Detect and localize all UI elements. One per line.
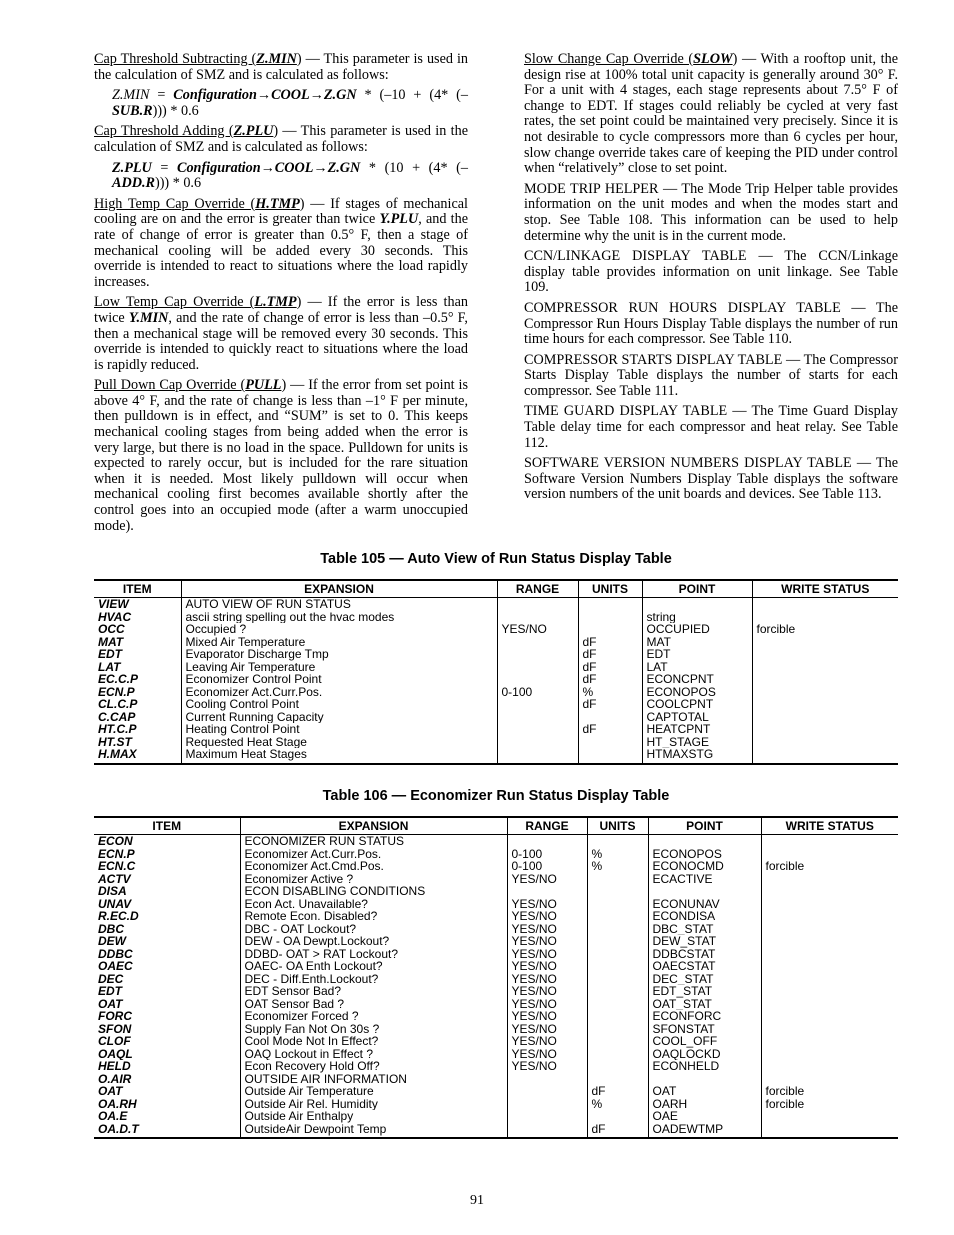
cell-point: ECACTIVE xyxy=(648,873,761,886)
cell-write-status xyxy=(761,935,898,948)
cell-write-status xyxy=(752,598,898,611)
cell-units: % xyxy=(587,860,648,873)
cell-units xyxy=(587,985,648,998)
table-row xyxy=(94,985,898,998)
cell-expansion: DEW - OA Dewpt.Lockout? xyxy=(240,935,507,948)
cell-units xyxy=(587,873,648,886)
cell-range: YES/NO xyxy=(507,910,587,923)
cell-item: H.MAX xyxy=(94,748,181,764)
cell-expansion: Outside Air Rel. Humidity xyxy=(240,1098,507,1111)
cell-expansion: ECON DISABLING CONDITIONS xyxy=(240,885,507,898)
table-row xyxy=(94,636,898,649)
cell-range: YES/NO xyxy=(507,873,587,886)
cell-point: ECONHELD xyxy=(648,1060,761,1073)
cell-write-status xyxy=(761,973,898,986)
header-write-status: WRITE STATUS xyxy=(752,580,898,598)
table-row xyxy=(94,923,898,936)
cell-write-status xyxy=(761,948,898,961)
cell-units xyxy=(587,885,648,898)
cell-units xyxy=(587,948,648,961)
cell-range: 0-100 xyxy=(507,848,587,861)
cell-point: ECONOCMD xyxy=(648,860,761,873)
cell-point: ECONCPNT xyxy=(642,673,752,686)
cell-range xyxy=(497,636,578,649)
table-row xyxy=(94,1060,898,1073)
cell-write-status xyxy=(761,898,898,911)
cell-range: YES/NO xyxy=(507,1023,587,1036)
header-write-status: WRITE STATUS xyxy=(761,817,898,835)
cell-item: UNAV xyxy=(98,897,132,910)
cell-item: HT.C.P xyxy=(98,723,137,736)
cell-range xyxy=(507,1085,587,1098)
cell-write-status: forcible xyxy=(761,860,898,873)
cell-write-status xyxy=(752,686,898,699)
cell-expansion: DBC - OAT Lockout? xyxy=(240,923,507,936)
header-expansion: EXPANSION xyxy=(181,580,497,598)
cell-point: LAT xyxy=(642,661,752,674)
cell-point: OAT xyxy=(648,1085,761,1098)
cell-range: YES/NO xyxy=(507,898,587,911)
table-row xyxy=(94,1098,898,1111)
cell-point: OCCUPIED xyxy=(642,623,752,636)
cell-item: OCC xyxy=(98,623,125,636)
cell-item: HELD xyxy=(98,1060,131,1073)
cell-expansion: Economizer Act.Curr.Pos. xyxy=(240,848,507,861)
cell-write-status xyxy=(761,885,898,898)
paragraph-time-guard: TIME GUARD DISPLAY TABLE — The Time Guard Display Table delay time for each compressor and heat relay. See Table 112. xyxy=(524,403,898,451)
table-row xyxy=(94,1110,898,1123)
cell-range xyxy=(497,736,578,749)
cell-point xyxy=(642,598,752,611)
cell-point: SFONSTAT xyxy=(648,1023,761,1036)
cell-range: YES/NO xyxy=(507,985,587,998)
cell-write-status xyxy=(761,1060,898,1073)
cell-range xyxy=(497,698,578,711)
cell-units xyxy=(587,1035,648,1048)
table-row xyxy=(94,611,898,624)
formula-z-plu: Z.PLU = Configuration→COOL→Z.GN * (10 + (4* (–ADD.R))) * 0.6 xyxy=(112,159,468,192)
page-number: 91 xyxy=(470,1193,484,1208)
cell-point: DEC_STAT xyxy=(648,973,761,986)
cell-point: OADEWTMP xyxy=(648,1123,761,1139)
cell-write-status xyxy=(761,1110,898,1123)
cell-range xyxy=(507,1110,587,1123)
cell-point xyxy=(648,1073,761,1086)
header-range: RANGE xyxy=(507,817,587,835)
formula-z-min: Z.MIN = Configuration→COOL→Z.GN * (–10 + (4* (–SUB.R))) * 0.6 xyxy=(112,87,468,119)
header-item: ITEM xyxy=(94,580,181,598)
header-point: POINT xyxy=(642,580,752,598)
table-row xyxy=(94,661,898,674)
cell-expansion: Cool Mode Not In Effect? xyxy=(240,1035,507,1048)
cell-write-status xyxy=(752,698,898,711)
cell-point xyxy=(648,835,761,848)
header-point: POINT xyxy=(648,817,761,835)
paragraph-cap-threshold-adding: Cap Threshold Adding (Z.PLU) — This parameter is used in the calculation of SMZ and is calculated as follows: xyxy=(94,123,468,155)
table-row xyxy=(94,948,898,961)
cell-units: dF xyxy=(578,723,642,736)
table-header-row xyxy=(94,580,898,598)
cell-write-status xyxy=(752,673,898,686)
cell-expansion: Occupied ? xyxy=(181,623,497,636)
table-row xyxy=(94,1048,898,1061)
cell-range xyxy=(507,885,587,898)
cell-expansion: Cooling Control Point xyxy=(181,698,497,711)
table-row xyxy=(94,598,898,611)
cell-expansion: Econ Act. Unavailable? xyxy=(240,898,507,911)
cell-item: MAT xyxy=(98,635,124,648)
cell-range xyxy=(497,723,578,736)
header-item: ITEM xyxy=(94,817,240,835)
table-row xyxy=(94,623,898,636)
table-row xyxy=(94,873,898,886)
cell-point: EDT_STAT xyxy=(648,985,761,998)
cell-units xyxy=(587,935,648,948)
cell-point: ECONUNAV xyxy=(648,898,761,911)
cell-units xyxy=(587,910,648,923)
cell-write-status xyxy=(752,661,898,674)
paragraph-ccn-linkage: CCN/LINKAGE DISPLAY TABLE — The CCN/Linkage display table provides information on unit linkage. See Table 109. xyxy=(524,248,898,296)
cell-item: OAEC xyxy=(98,960,133,973)
cell-units: dF xyxy=(578,698,642,711)
cell-point: HEATCPNT xyxy=(642,723,752,736)
cell-range: YES/NO xyxy=(507,960,587,973)
cell-units xyxy=(587,1110,648,1123)
cell-units: % xyxy=(578,686,642,699)
right-column xyxy=(524,52,898,508)
cell-write-status xyxy=(761,1010,898,1023)
cell-item: OA.RH xyxy=(98,1097,137,1110)
header-units: UNITS xyxy=(578,580,642,598)
cell-item: ECN.C xyxy=(98,860,136,873)
cell-range: YES/NO xyxy=(497,623,578,636)
cell-item: HT.ST xyxy=(98,735,132,748)
cell-range: YES/NO xyxy=(507,1035,587,1048)
cell-write-status xyxy=(761,998,898,1011)
cell-write-status xyxy=(761,835,898,848)
cell-expansion: Requested Heat Stage xyxy=(181,736,497,749)
cell-range: YES/NO xyxy=(507,1048,587,1061)
cell-expansion: Mixed Air Temperature xyxy=(181,636,497,649)
table-row xyxy=(94,848,898,861)
cell-point: MAT xyxy=(642,636,752,649)
paragraph-compressor-starts: COMPRESSOR STARTS DISPLAY TABLE — The Compressor Starts Display Table displays the number of starts for each compressor. See Table 111. xyxy=(524,351,898,399)
cell-units: dF xyxy=(578,636,642,649)
cell-expansion: Heating Control Point xyxy=(181,723,497,736)
cell-expansion: DEC - Diff.Enth.Lockout? xyxy=(240,973,507,986)
table-row xyxy=(94,698,898,711)
cell-item: FORC xyxy=(98,1010,132,1023)
cell-units xyxy=(578,611,642,624)
cell-expansion: OAT Sensor Bad ? xyxy=(240,998,507,1011)
cell-point: COOLCPNT xyxy=(642,698,752,711)
table-row xyxy=(94,1085,898,1098)
paragraph-compressor-run-hours: COMPRESSOR RUN HOURS DISPLAY TABLE — The Compressor Run Hours Display Table displays the number of run time hours for each compressor. See Table 110. xyxy=(524,299,898,348)
cell-write-status xyxy=(752,736,898,749)
table-row xyxy=(94,935,898,948)
cell-item: ECN.P xyxy=(98,847,135,860)
table-row xyxy=(94,973,898,986)
cell-range xyxy=(497,673,578,686)
cell-units xyxy=(578,736,642,749)
cell-item: DBC xyxy=(98,922,124,935)
cell-write-status xyxy=(752,636,898,649)
cell-units: dF xyxy=(587,1085,648,1098)
paragraph-pull-down-cap-override: Pull Down Cap Override (PULL) — If the error from set point is above 4° F, and the rate of change is less than –1° F per minute, then pulldown is in effect, and “SUM” is set to 0. This keeps mechanical cooling stages from being added when the error is very large, but there is no load in the space. Pulldown for units is expected to rarely occur, but is included for the rare situation when it is needed. Most likely pulldown will occur when mechanical cooling first becomes available shortly after the control goes into an occupied mode (after a warm unoccupied mode). xyxy=(94,377,468,534)
cell-item: ACTV xyxy=(98,872,131,885)
table-row xyxy=(94,898,898,911)
cell-write-status xyxy=(761,910,898,923)
cell-expansion: Economizer Control Point xyxy=(181,673,497,686)
cell-point: DBC_STAT xyxy=(648,923,761,936)
cell-units: dF xyxy=(578,648,642,661)
cell-expansion: Supply Fan Not On 30s ? xyxy=(240,1023,507,1036)
cell-units xyxy=(587,960,648,973)
cell-units: dF xyxy=(578,673,642,686)
cell-expansion: Remote Econ. Disabled? xyxy=(240,910,507,923)
table-105-title: Table 105 — Auto View of Run Status Display Table xyxy=(320,551,672,567)
cell-range: YES/NO xyxy=(507,973,587,986)
cell-expansion: Maximum Heat Stages xyxy=(181,748,497,764)
table-row xyxy=(94,673,898,686)
table-row xyxy=(94,723,898,736)
cell-units xyxy=(587,998,648,1011)
cell-units xyxy=(587,1073,648,1086)
cell-point: CAPTOTAL xyxy=(642,711,752,724)
cell-expansion: Outside Air Temperature xyxy=(240,1085,507,1098)
cell-range: YES/NO xyxy=(507,998,587,1011)
table-106 xyxy=(94,816,898,1139)
cell-item: R.EC.D xyxy=(98,910,139,923)
table-row xyxy=(94,860,898,873)
cell-point: string xyxy=(642,611,752,624)
cell-write-status xyxy=(752,748,898,764)
cell-expansion: DDBD- OAT > RAT Lockout? xyxy=(240,948,507,961)
table-row xyxy=(94,736,898,749)
cell-write-status xyxy=(761,1073,898,1086)
table-row xyxy=(94,885,898,898)
cell-point: OAECSTAT xyxy=(648,960,761,973)
cell-units xyxy=(587,1023,648,1036)
cell-item: VIEW xyxy=(98,597,129,611)
table-106-title: Table 106 — Economizer Run Status Display Table xyxy=(322,788,670,804)
cell-expansion: Evaporator Discharge Tmp xyxy=(181,648,497,661)
cell-expansion: Economizer Act.Curr.Pos. xyxy=(181,686,497,699)
cell-expansion: EDT Sensor Bad? xyxy=(240,985,507,998)
cell-point: OARH xyxy=(648,1098,761,1111)
table-row xyxy=(94,960,898,973)
cell-item: EDT xyxy=(98,985,122,998)
cell-range: YES/NO xyxy=(507,948,587,961)
cell-item: ECON xyxy=(98,834,133,848)
cell-point: EDT xyxy=(642,648,752,661)
cell-units xyxy=(578,623,642,636)
cell-units: % xyxy=(587,1098,648,1111)
cell-item: DEW xyxy=(98,935,126,948)
cell-point: OAQLOCKD xyxy=(648,1048,761,1061)
paragraph-mode-trip-helper: MODE TRIP HELPER — The Mode Trip Helper table provides information on the unit modes and when the modes start and stop. See Table 108. This information can be used to help determine why the unit is in the current mode. xyxy=(524,180,898,244)
cell-units xyxy=(587,835,648,848)
cell-range xyxy=(497,748,578,764)
cell-expansion: OUTSIDE AIR INFORMATION xyxy=(240,1073,507,1086)
table-row xyxy=(94,1123,898,1139)
cell-write-status xyxy=(752,611,898,624)
cell-write-status xyxy=(761,1035,898,1048)
cell-range xyxy=(497,611,578,624)
table-row xyxy=(94,648,898,661)
cell-range: 0-100 xyxy=(507,860,587,873)
table-row xyxy=(94,1010,898,1023)
cell-item: OA.D.T xyxy=(94,1123,240,1139)
cell-units xyxy=(578,748,642,764)
cell-point: HTMAXSTG xyxy=(642,748,752,764)
header-range: RANGE xyxy=(497,580,578,598)
cell-expansion: OAEC- OA Enth Lockout? xyxy=(240,960,507,973)
cell-expansion: ECONOMIZER RUN STATUS xyxy=(240,835,507,848)
cell-item: CLOF xyxy=(98,1035,131,1048)
cell-units: % xyxy=(587,848,648,861)
cell-expansion: OAQ Lockout in Effect ? xyxy=(240,1048,507,1061)
cell-expansion: Economizer Active ? xyxy=(240,873,507,886)
cell-item: LAT xyxy=(98,660,121,673)
table-row xyxy=(94,835,898,848)
cell-item: DISA xyxy=(98,885,127,898)
cell-units xyxy=(587,1060,648,1073)
cell-item: EC.C.P xyxy=(98,673,139,686)
cell-item: EDT xyxy=(98,648,122,661)
cell-range xyxy=(497,711,578,724)
table-row xyxy=(94,910,898,923)
cell-item: DDBC xyxy=(98,947,133,960)
table-row xyxy=(94,1023,898,1036)
cell-write-status xyxy=(752,711,898,724)
cell-expansion: ascii string spelling out the hvac modes xyxy=(181,611,497,624)
cell-expansion: Economizer Forced ? xyxy=(240,1010,507,1023)
cell-write-status xyxy=(752,723,898,736)
cell-item: CL.C.P xyxy=(98,698,138,711)
cell-units: dF xyxy=(578,661,642,674)
cell-write-status xyxy=(761,848,898,861)
cell-point: ECONOPOS xyxy=(648,848,761,861)
cell-range xyxy=(507,835,587,848)
cell-units xyxy=(587,898,648,911)
cell-point: ECONOPOS xyxy=(642,686,752,699)
paragraph-cap-threshold-subtracting: Cap Threshold Subtracting (Z.MIN) — This parameter is used in the calculation of SMZ and is calculated as follows: xyxy=(94,51,469,83)
paragraph-high-temp-cap-override: High Temp Cap Override (H.TMP) — If stages of mechanical cooling are on and the error is greater than twice Y.PLU, and the rate of change of error is greater than 0.5° F, then a stage of mechanical cooling will be added every 30 seconds. This override is intended to react to situations where the load rapidly increases. xyxy=(94,195,469,290)
cell-item: ECN.P xyxy=(98,685,135,698)
cell-units xyxy=(587,923,648,936)
paragraph-low-temp-cap-override: Low Temp Cap Override (L.TMP) — If the error is less than twice Y.MIN, and the rate of change of error is less than –0.5° F, then a mechanical stage will be removed every 30 seconds. This override is intended to quickly react to situations where the load is rapidly reduced. xyxy=(94,294,468,373)
cell-item: C.CAP xyxy=(98,710,136,723)
cell-expansion: Leaving Air Temperature xyxy=(181,661,497,674)
cell-units xyxy=(578,711,642,724)
table-row xyxy=(94,748,898,764)
cell-expansion: Outside Air Enthalpy xyxy=(240,1110,507,1123)
table-row xyxy=(94,1035,898,1048)
table-row xyxy=(94,1073,898,1086)
cell-range: YES/NO xyxy=(507,935,587,948)
cell-units xyxy=(578,598,642,611)
cell-item: OAQL xyxy=(98,1047,133,1060)
table-row xyxy=(94,711,898,724)
cell-item: O.AIR xyxy=(98,1072,132,1085)
cell-point: COOL_OFF xyxy=(648,1035,761,1048)
paragraph-slow-change-cap-override: Slow Change Cap Override (SLOW) — With a rooftop unit, the design rise at 100% total unit capacity is generally around 30° F. For a unit with 4 stages, each stage represents about 7.5° F of change to EDT. If stages could reliably be cycled at very fast rates, the set point could be maintained very precisely. Since it is not desirable to cycle compressors more than 6 cycles per hour, slow change override takes care of keeping the PID under control when “relatively” close to set point. xyxy=(524,51,899,177)
cell-units: dF xyxy=(587,1123,648,1139)
cell-write-status xyxy=(761,1023,898,1036)
cell-range xyxy=(507,1073,587,1086)
cell-item: OA.E xyxy=(98,1110,128,1123)
paragraph-software-version: SOFTWARE VERSION NUMBERS DISPLAY TABLE — The Software Version Numbers Display Table displays the software version numbers of the unit boards and devices. See Table 113. xyxy=(524,455,898,503)
cell-range: YES/NO xyxy=(507,1060,587,1073)
cell-range xyxy=(497,648,578,661)
left-column xyxy=(94,52,468,539)
cell-item: DEC xyxy=(98,972,124,985)
cell-item: OAT xyxy=(98,1085,123,1098)
cell-point: DEW_STAT xyxy=(648,935,761,948)
cell-range: 0-100 xyxy=(497,686,578,699)
cell-item: HVAC xyxy=(98,610,132,623)
cell-write-status xyxy=(761,985,898,998)
header-units: UNITS xyxy=(587,817,648,835)
cell-range: YES/NO xyxy=(507,1010,587,1023)
cell-write-status xyxy=(761,923,898,936)
header-expansion: EXPANSION xyxy=(240,817,507,835)
cell-item: SFON xyxy=(98,1022,132,1035)
cell-point: OAE xyxy=(648,1110,761,1123)
cell-write-status xyxy=(761,1048,898,1061)
cell-point: DDBCSTAT xyxy=(648,948,761,961)
cell-range xyxy=(507,1123,587,1139)
cell-write-status xyxy=(761,873,898,886)
cell-units xyxy=(587,973,648,986)
cell-write-status xyxy=(761,960,898,973)
cell-point: HT_STAGE xyxy=(642,736,752,749)
cell-write-status xyxy=(761,1123,898,1139)
cell-point: ECONFORC xyxy=(648,1010,761,1023)
table-header-row xyxy=(94,817,898,835)
cell-point xyxy=(648,885,761,898)
cell-expansion: AUTO VIEW OF RUN STATUS xyxy=(181,598,497,611)
cell-units xyxy=(587,1048,648,1061)
cell-range xyxy=(497,661,578,674)
table-row xyxy=(94,686,898,699)
table-105 xyxy=(94,579,898,765)
cell-item: OAT xyxy=(98,997,123,1010)
cell-write-status xyxy=(752,648,898,661)
cell-point: OAT_STAT xyxy=(648,998,761,1011)
cell-write-status: forcible xyxy=(761,1098,898,1111)
cell-expansion: Econ Recovery Hold Off? xyxy=(240,1060,507,1073)
cell-point: ECONDISA xyxy=(648,910,761,923)
cell-range xyxy=(497,598,578,611)
cell-expansion: Current Running Capacity xyxy=(181,711,497,724)
cell-write-status: forcible xyxy=(752,623,898,636)
cell-expansion: Economizer Act.Cmd.Pos. xyxy=(240,860,507,873)
table-row xyxy=(94,998,898,1011)
cell-expansion: OutsideAir Dewpoint Temp xyxy=(240,1123,507,1139)
cell-units xyxy=(587,1010,648,1023)
cell-range xyxy=(507,1098,587,1111)
cell-write-status: forcible xyxy=(761,1085,898,1098)
cell-range: YES/NO xyxy=(507,923,587,936)
